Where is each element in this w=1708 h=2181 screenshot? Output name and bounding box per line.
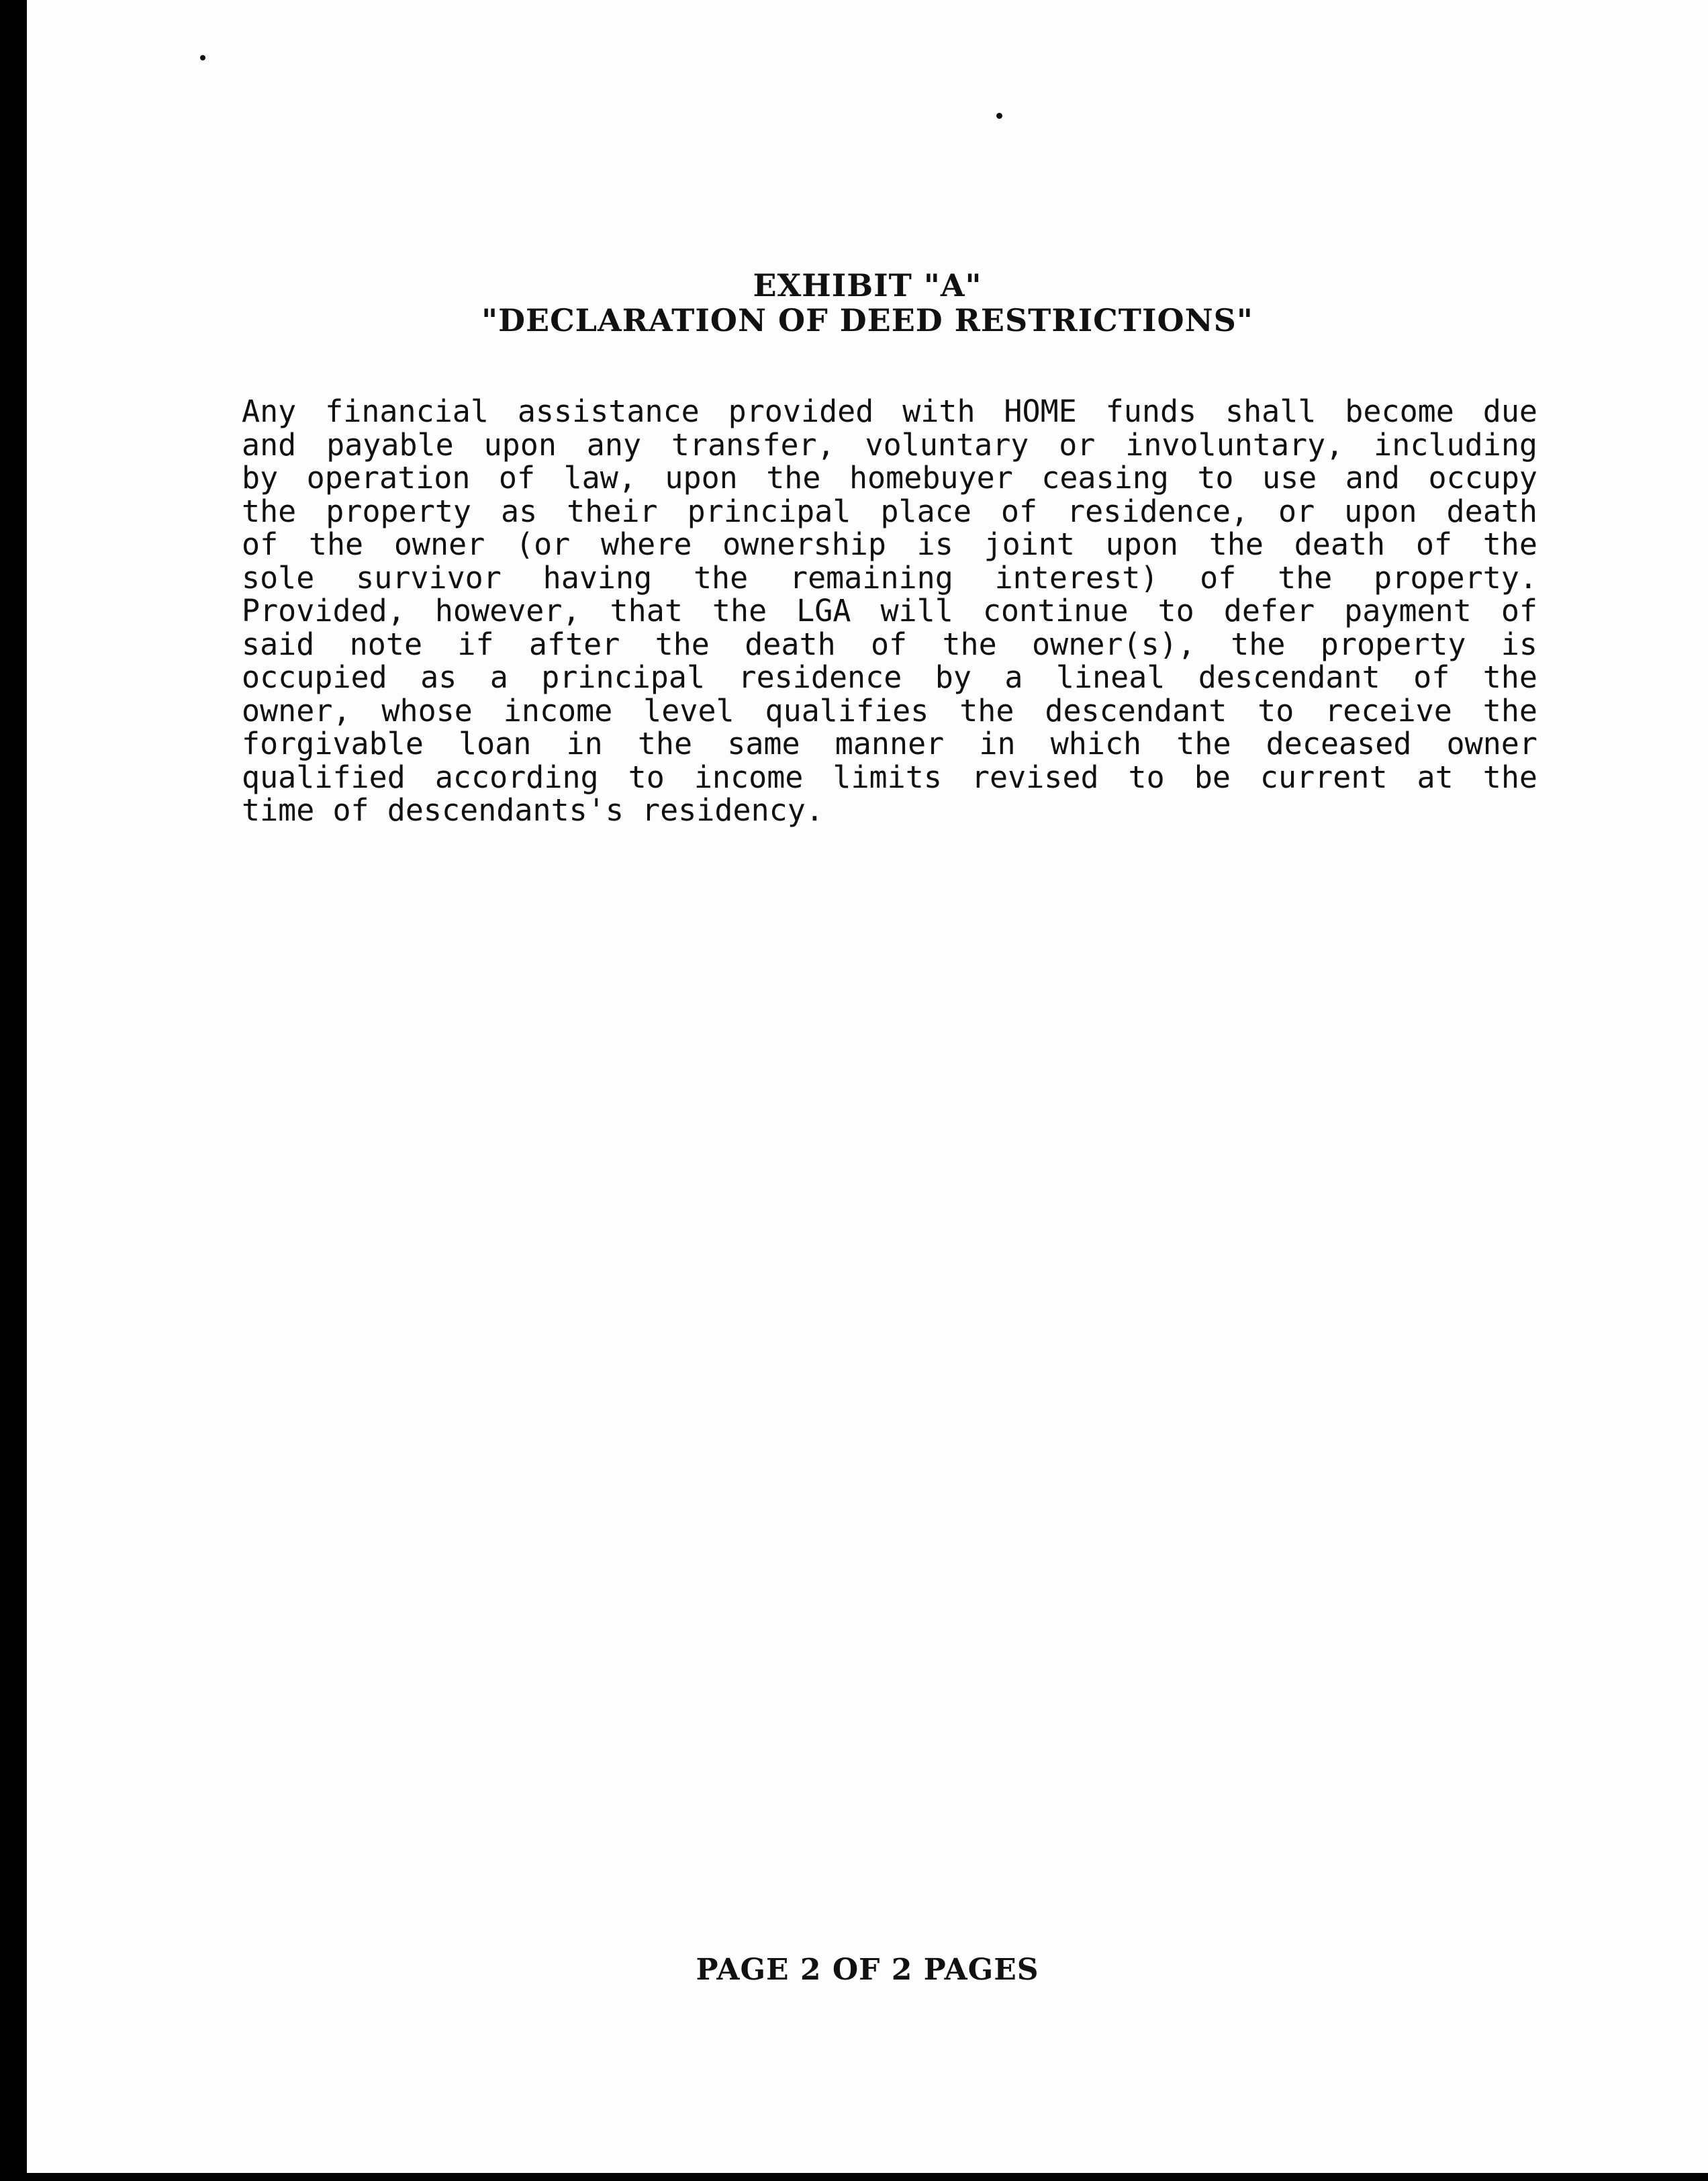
paragraph-line: by operation of law, upon the homebuyer ceasing to use and occupy xyxy=(242,460,1537,496)
exhibit-subtitle: "DECLARATION OF DEED RESTRICTIONS" xyxy=(481,302,1253,338)
restriction-paragraph xyxy=(242,395,1537,827)
paragraph-line: owner, whose income level qualifies the descendant to receive the xyxy=(242,692,1537,729)
scan-speck xyxy=(996,113,1002,119)
paragraph-line: Any financial assistance provided with HOME funds shall become due xyxy=(242,393,1537,429)
paragraph-line: qualified according to income limits revised to be current at the xyxy=(242,759,1537,795)
paragraph-line: said note if after the death of the owner(s), the property is xyxy=(242,626,1537,662)
paragraph-line: of the owner (or where ownership is joint upon the death of the xyxy=(242,526,1537,562)
paragraph-line: and payable upon any transfer, voluntary or involuntary, including xyxy=(242,426,1537,463)
paragraph-line: occupied as a principal residence by a lineal descendant of the xyxy=(242,659,1537,695)
scan-speck xyxy=(200,55,205,60)
page-number-footer: PAGE 2 OF 2 PAGES xyxy=(696,1953,1039,1987)
paragraph-line: forgivable loan in the same manner in which the deceased owner xyxy=(242,726,1537,761)
exhibit-title: EXHIBIT "A" xyxy=(753,267,982,304)
paragraph-line: the property as their principal place of residence, or upon death xyxy=(242,493,1537,529)
document-page xyxy=(27,0,1708,2173)
paragraph-line: Provided, however, that the LGA will continue to defer payment of xyxy=(242,593,1537,629)
paragraph-line: time of descendants's residency. xyxy=(242,792,824,828)
paragraph-line: sole survivor having the remaining interest) of the property. xyxy=(242,559,1537,596)
